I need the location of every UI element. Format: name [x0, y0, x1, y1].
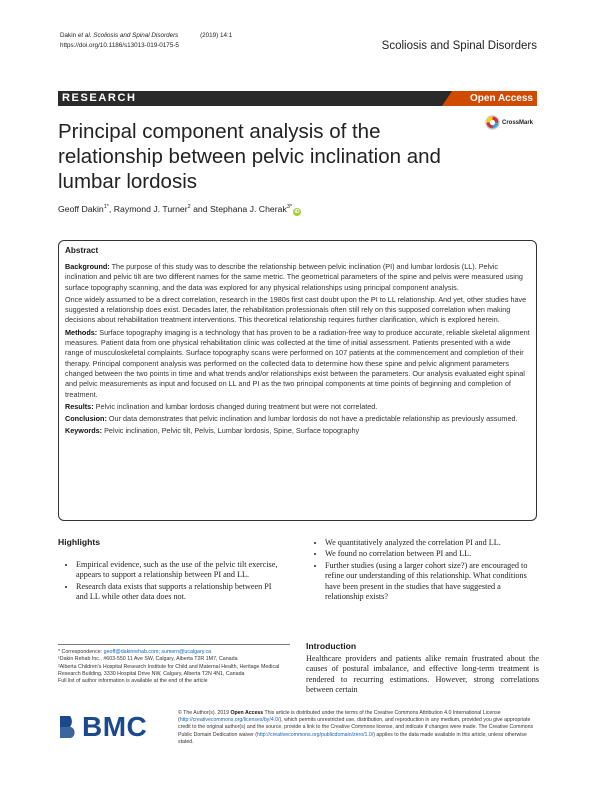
- footnotes: [58, 644, 290, 685]
- doi-link[interactable]: https://doi.org/10.1186/s13013-019-0175-5: [60, 41, 179, 49]
- license-text-2: ), which permits unrestricted use, distribution, and reproduction in any medium, provided you give appropriate credit to the original author(s) and the source, provide a link to the Creative Commons license, and indicate if changes were made. The Creative Commons Public Domain Dedication waiver (: [178, 717, 534, 738]
- abstract-heading: Abstract: [65, 246, 99, 255]
- introduction-text: Healthcare providers and patients alike remain frustrated about the causes of postural imbalance, and effective long-term treatment is rendered to recurring estimations. However, strong correlations between certain: [306, 654, 539, 695]
- license-text-1: This article is distributed under the terms of the Creative Commons Attribution 4.0 International License (: [178, 710, 501, 724]
- highlight-item: • We quantitatively analyzed the correlation PI and LL.: [325, 538, 540, 548]
- author-separator: and: [190, 204, 211, 214]
- highlights-list-right: [312, 538, 540, 603]
- license-text-3: ) applies to the data made available in this article, unless otherwise stated.: [178, 731, 527, 745]
- conclusion-text: Our data demonstrates that pelvic inclination and lumbar lordosis do not have a predictable relationship as previously assumed.: [106, 414, 518, 424]
- author-list: [58, 204, 301, 216]
- license-copyright: © The Author(s). 2019: [178, 710, 231, 716]
- article-type-banner: [58, 91, 537, 106]
- crossmark-icon: [485, 115, 500, 130]
- open-access-label: Open Access: [470, 93, 533, 104]
- author-affiliation-mark: 2: [187, 204, 191, 211]
- abstract-conclusion: [65, 414, 530, 424]
- affiliation-2: ²Alberta Children's Hospital Research Institute for Child and Maternal Health, Heritage Medical Research Building, 3330 Hospital Drive NW, Calgary, Alberta T2N 4N1, Canada: [58, 663, 280, 677]
- author-name[interactable]: Stephana J. Cherak: [210, 204, 287, 214]
- author-name[interactable]: Raymond J. Turner: [113, 204, 188, 214]
- crossmark-label: CrossMark: [502, 119, 534, 126]
- conclusion-label: Conclusion:: [65, 414, 107, 424]
- email-separator: ;: [158, 649, 162, 655]
- full-author-info-note: Full list of author information is available at the end of the article: [58, 678, 208, 685]
- article-title: Principal component analysis of the relationship between pelvic inclination and lumbar lordosis: [58, 120, 441, 193]
- correspondence-label: * Correspondence:: [58, 649, 104, 655]
- citation-author: Dakin: [60, 32, 78, 39]
- email-link[interactable]: sumern@ucalgary.ca: [161, 649, 212, 655]
- abstract-background-cont: Once widely assumed to be a direct correlation, research in the 1980s first cast doubt upon the PI to LL relationship. And yet, other studies have suggested a relationship does exist. Decades later, the rehabilitation professionals often still rely on this supposed correlation when making decisions about rehabilitation treatment interventions. This theoretical relationship requires further clarification, which is explored herein.: [65, 294, 527, 325]
- bmc-logo: [58, 711, 147, 743]
- highlights-list-left: [63, 560, 285, 604]
- citation-journal: Scoliosis and Spinal Disorders: [93, 32, 179, 39]
- license-link[interactable]: http://creativecommons.org/licenses/by/4.0/: [179, 717, 280, 724]
- highlight-item: • Empirical evidence, such as the use of the pelvic tilt exercise, appears to support a relationship between PI and LL.: [76, 560, 285, 581]
- methods-label: Methods:: [65, 327, 98, 337]
- author-separator: ,: [108, 204, 114, 214]
- author-affiliation-mark: 3*: [286, 204, 293, 211]
- email-link[interactable]: geoff@dakinrehab.com: [103, 649, 159, 655]
- introduction-heading: Introduction: [306, 641, 357, 651]
- open-access-badge: [452, 91, 537, 106]
- license-open-access: Open Access: [230, 710, 264, 716]
- citation-line: [60, 31, 232, 41]
- running-header: [60, 31, 232, 50]
- methods-text: Surface topography imaging is a technology that has proven to be a radiation-free way to produce accurate, reliable skeletal alignment measures. Patient data from one physical rehabilitation clinic was collected at the time of initial assessment. Patients presented with a wide range of musculoskeletal complaints. Surface topography scans were performed on 107 patients at the commencement and completion of their therapy. Principal component analysis was performed on the collected data to determine how these spine and pelvic alignment parameters changed between the two points in time and what trends and/or relationships exist between the parameters. Our analysis evaluated eight spinal and pelvic measurements as input and focused on LL and PI as the two principal components at time points of beginning and completion of treatment.: [65, 327, 530, 399]
- abstract-box: [58, 240, 537, 521]
- license-text: [178, 710, 540, 746]
- abstract-methods: [65, 328, 530, 400]
- bmc-logo-icon: [58, 714, 80, 740]
- author-name[interactable]: Geoff Dakin: [58, 204, 104, 214]
- open-access-badge-corner: [442, 91, 452, 106]
- affiliation-1: ¹Dakin Rehab Inc., #603-550 11 Ave SW, Calgary, Alberta T2R 1M7, Canada: [58, 656, 238, 663]
- background-text: The purpose of this study was to describe the relationship between pelvic inclination (PI) and lumbar lordosis (LL). Pelvic inclination and pelvic tilt are two different names for the same metric. The geometrical parameters of the spine and pelvis were measured using surface topography scanning, and the data was explored for any physical relationships using principal component analysis.: [65, 262, 523, 292]
- author-affiliation-mark: 1*: [103, 204, 109, 211]
- journal-name: Scoliosis and Spinal Disorders: [381, 40, 537, 52]
- abstract-keywords: [65, 426, 530, 436]
- citation-year: (2019) 14:1: [200, 32, 233, 39]
- article-type-label: RESEARCH: [62, 92, 137, 104]
- results-text: Pelvic inclination and lumbar lordosis changed during treatment but were not correlated.: [93, 401, 378, 411]
- correspondence-line: [58, 649, 290, 656]
- abstract-results: [65, 402, 530, 412]
- results-label: Results:: [65, 401, 94, 411]
- background-label: Background:: [65, 262, 110, 271]
- license-link[interactable]: http://creativecommons.org/publicdomain/zero/1.0/: [257, 731, 374, 738]
- bmc-logo-text: BMC: [82, 711, 148, 742]
- citation-et-al: et al.: [77, 32, 92, 39]
- crossmark-badge[interactable]: [485, 115, 533, 130]
- highlights-heading: Highlights: [58, 537, 101, 547]
- orcid-icon[interactable]: iD: [294, 209, 300, 215]
- highlight-item: • Further studies (using a larger cohort size?) are encouraged to refine our understanding of this relationship. What conditions have been present in the studies that have suggested a relationship exists?: [325, 561, 540, 603]
- highlight-item: • We found no correlation between PI and LL.: [325, 549, 540, 559]
- keywords-label: Keywords:: [65, 426, 103, 436]
- highlight-item: • Research data exists that supports a relationship between PI and LL while other data does not.: [76, 582, 285, 603]
- keywords-text: Pelvic inclination, Pelvic tilt, Pelvis, Lumbar lordosis, Spine, Surface topography: [102, 426, 360, 436]
- abstract-background: [65, 262, 530, 293]
